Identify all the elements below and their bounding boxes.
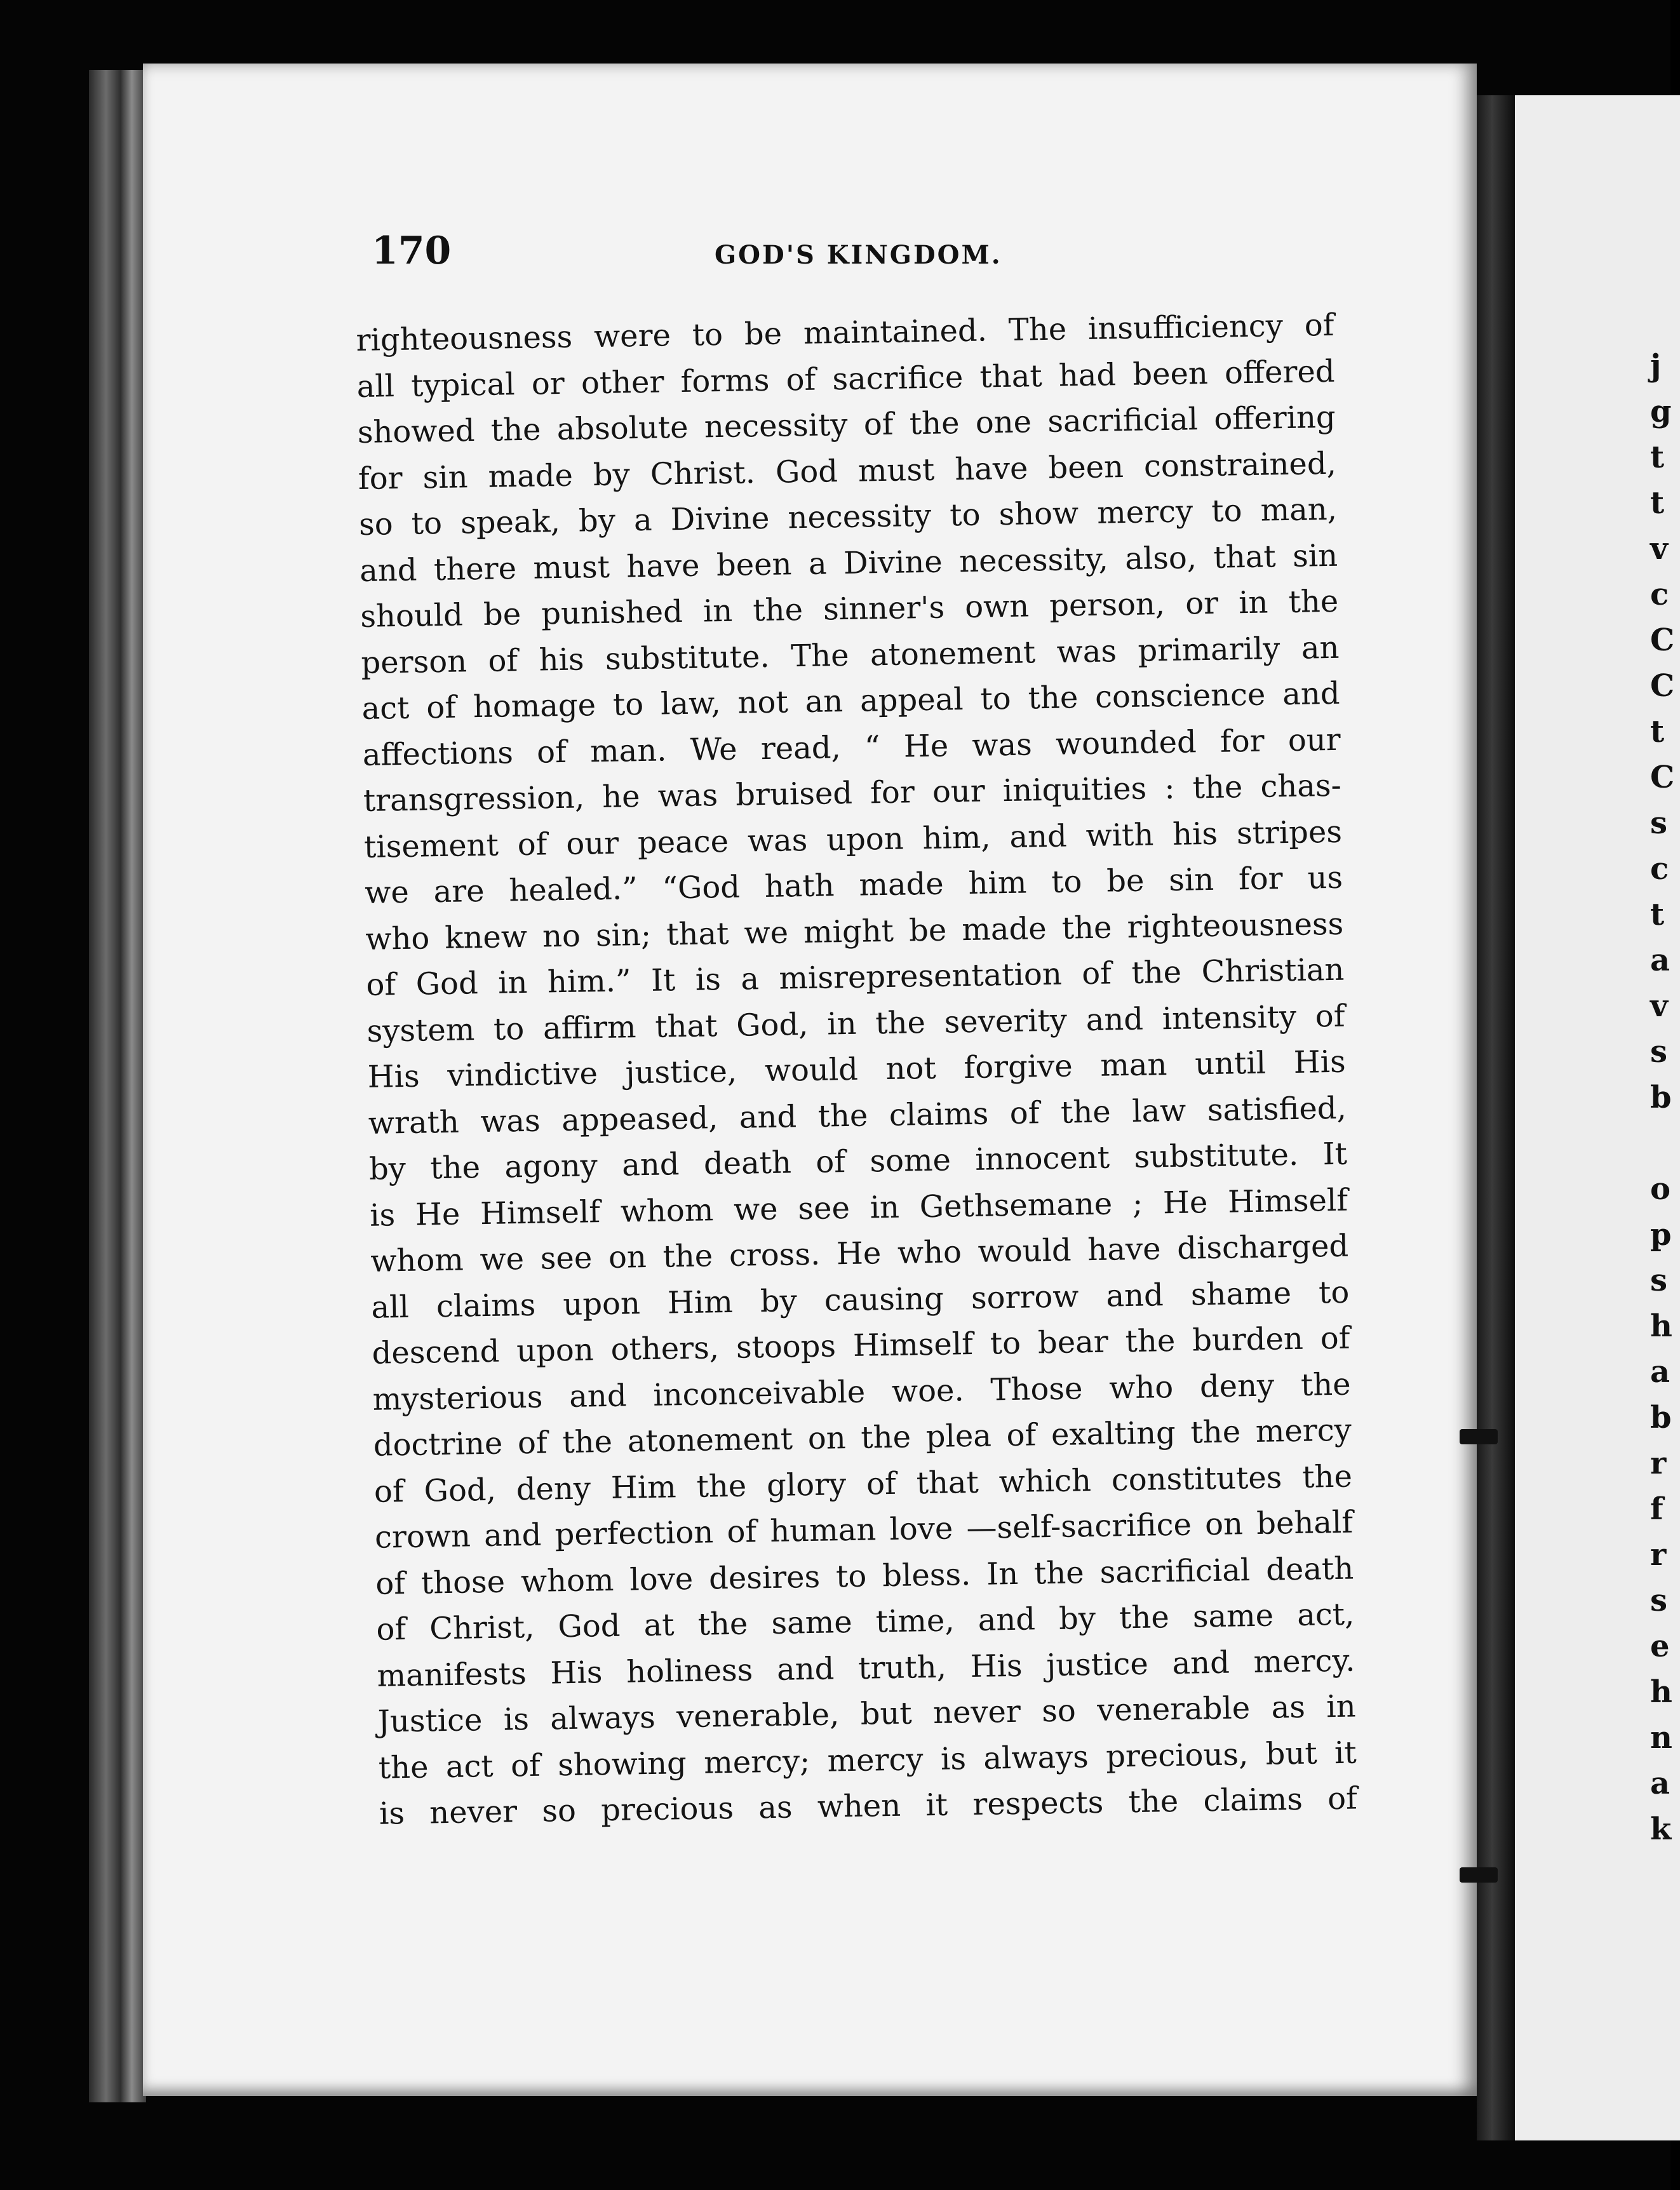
text-line: who knew no sin; that we might be made the righteousness	[365, 906, 1344, 957]
text-line: of God, deny Him the glory of that which constitutes the	[373, 1458, 1353, 1510]
facing-page-fragment: g	[1650, 394, 1672, 429]
facing-page-fragment: r	[1650, 1446, 1667, 1481]
text-line: whom we see on the cross. He who would have discharged	[370, 1228, 1349, 1279]
facing-page-fragment: b	[1650, 1400, 1672, 1435]
facing-page-fragment: h	[1650, 1674, 1672, 1710]
facing-page-fragment: j	[1650, 348, 1662, 384]
facing-page-fragment: o	[1650, 1171, 1671, 1207]
text-line: all typical or other forms of sacrifice that had been offered	[356, 353, 1335, 405]
text-line: crown and perfection of human love —self-sacrifice on behalf	[374, 1504, 1354, 1555]
facing-page-fragment: n	[1650, 1720, 1672, 1756]
facing-page-fragment: e	[1650, 1629, 1670, 1664]
text-line: wrath was appeased, and the claims of the law satisfied,	[368, 1090, 1347, 1141]
facing-page-fragment: p	[1650, 1217, 1672, 1253]
facing-page-fragment: s	[1650, 1263, 1668, 1298]
facing-page-fragment: c	[1650, 851, 1669, 887]
facing-page-fragment: f	[1650, 1491, 1663, 1527]
page-gutter	[1477, 95, 1515, 2140]
text-line: tisement of our peace was upon him, and with his stripes	[363, 814, 1343, 865]
facing-page-fragment: C	[1650, 760, 1675, 795]
gutter-clip-mark	[1460, 1867, 1498, 1883]
text-line: should be punished in the sinner's own person, or in the	[360, 583, 1339, 635]
facing-page-fragment: v	[1650, 531, 1668, 567]
text-line: showed the absolute necessity of the one sacrificial offering	[357, 399, 1336, 450]
text-line: His vindictive justice, would not forgive man until His	[367, 1044, 1347, 1095]
facing-page-fragment: s	[1650, 805, 1668, 841]
text-line: system to affirm that God, in the severity and intensity of	[366, 998, 1345, 1049]
text-line: person of his substitute. The atonement was primarily an	[361, 629, 1340, 681]
facing-page-fragment: s	[1650, 1583, 1668, 1618]
facing-page-fragment: C	[1650, 622, 1675, 658]
facing-page-fragment: C	[1650, 668, 1675, 704]
facing-page-fragment: r	[1650, 1537, 1667, 1573]
text-line: affections of man. We read, “ He was wounded for our	[362, 722, 1341, 773]
text-line: and there must have been a Divine necessity, also, that sin	[359, 537, 1338, 589]
text-line: by the agony and death of some innocent substitute. It	[368, 1136, 1348, 1187]
text-line: so to speak, by a Divine necessity to show mercy to man,	[358, 491, 1338, 542]
facing-page-fragment: c	[1650, 577, 1669, 612]
text-line: righteousness were to be maintained. The insufficiency of	[356, 307, 1334, 358]
facing-page-fragment: t	[1650, 485, 1665, 521]
page-number: 170	[372, 229, 452, 273]
text-line: doctrine of the atonement on the plea of exalting the mercy	[373, 1412, 1352, 1463]
text-line: is never so precious as when it respects the claims of	[379, 1780, 1358, 1832]
running-head	[372, 229, 1337, 286]
facing-page-fragment: a	[1650, 1354, 1670, 1390]
facing-page-fragment: h	[1650, 1308, 1672, 1344]
text-line: manifests His holiness and truth, His justice and mercy.	[377, 1642, 1355, 1694]
facing-page-fragment: v	[1650, 988, 1668, 1024]
text-line: descend upon others, stoops Himself to bear the burden of	[372, 1320, 1350, 1371]
facing-page-fragment: a	[1650, 1766, 1670, 1801]
text-line: of Christ, God at the same time, and by the same act,	[376, 1596, 1355, 1648]
gutter-clip-mark	[1460, 1429, 1498, 1444]
text-line: of God in him.” It is a misrepresentation of the Christian	[366, 951, 1345, 1003]
text-line: transgression, he was bruised for our iniquities : the chas-	[363, 767, 1342, 819]
text-line: is He Himself whom we see in Gethsemane ; He Himself	[369, 1182, 1348, 1233]
facing-page-text-fragments	[1650, 343, 1674, 1852]
text-line: for sin made by Christ. God must have been constrained,	[358, 445, 1337, 497]
text-line: act of homage to law, not an appeal to the conscience and	[361, 675, 1340, 727]
text-line: of those whom love desires to bless. In the sacrificial death	[375, 1550, 1354, 1602]
body-text	[356, 302, 1357, 1837]
running-title: GOD'S KINGDOM.	[715, 240, 1002, 270]
facing-page-fragment	[1650, 1120, 1674, 1166]
text-line: we are healed.” “God hath made him to be sin for us	[364, 859, 1343, 911]
facing-page-fragment: s	[1650, 1034, 1668, 1070]
facing-page-fragment: t	[1650, 440, 1665, 475]
text-line: the act of showing mercy; mercy is always precious, but it	[378, 1735, 1357, 1786]
facing-page-fragment: k	[1650, 1811, 1672, 1847]
facing-page-fragment: a	[1650, 943, 1670, 978]
book-binding-edge	[89, 70, 146, 2102]
facing-page-fragment: b	[1650, 1080, 1672, 1115]
facing-page-fragment: t	[1650, 714, 1665, 749]
text-line: Justice is always venerable, but never so venerable as in	[377, 1688, 1356, 1740]
facing-page-fragment: t	[1650, 897, 1665, 932]
text-line: mysterious and inconceivable woe. Those who deny the	[372, 1366, 1352, 1418]
text-line: all claims upon Him by causing sorrow and shame to	[371, 1274, 1350, 1326]
